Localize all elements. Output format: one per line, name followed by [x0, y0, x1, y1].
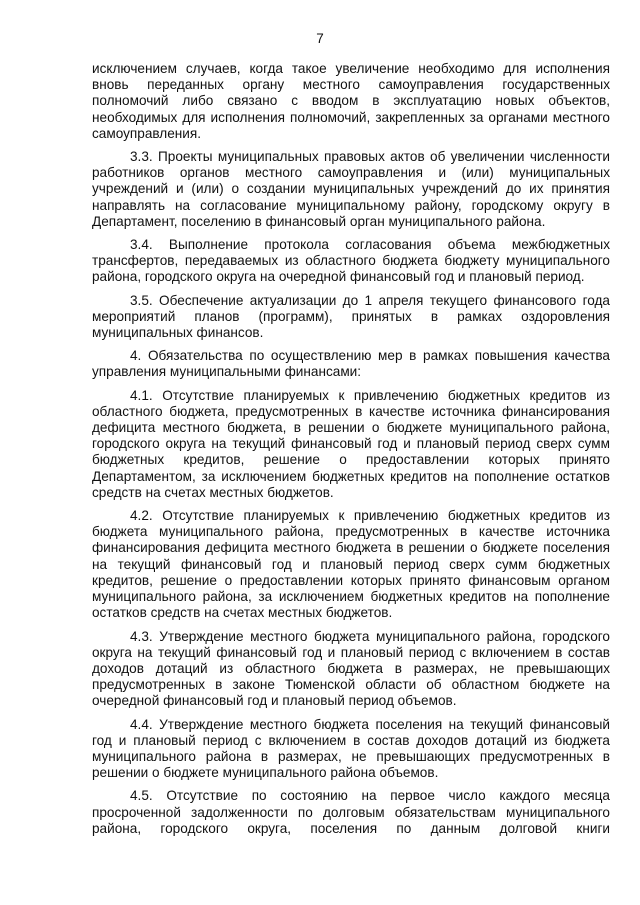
- paragraph-3-4: 3.4. Выполнение протокола согласования объема межбюджетных трансфертов, передаваемых из областного бюджета бюджету муниципального района, городского округа на очередной финансовый год и плановый период.: [92, 237, 610, 285]
- paragraph-continuation: исключением случаев, когда такое увеличение необходимо для исполнения вновь переданных органу местного самоуправления государственных полномочий либо связано с вводом в эксплуатацию новых объектов, необходимых для исполнения полномочий, закрепленных за органами местного самоуправления.: [92, 61, 610, 141]
- paragraph-3-5: 3.5. Обеспечение актуализации до 1 апреля текущего финансового года мероприятий планов (программ), принятых в рамках оздоровления муниципальных финансов.: [92, 292, 610, 341]
- paragraph-4-2: 4.2. Отсутствие планируемых к привлечению бюджетных кредитов из бюджета муниципального района, предусмотренных в качестве источника финансирования дефицита местного бюджета в решении о бюджете поселения на текущий финансовый год и плановый период сверх сумм бюджетных кредитов, решение о предоставлении которых принято финансовым органом муниципального района, за исключением бюджетных кредитов на пополнение остатков средств на счетах местных бюджетов.: [92, 508, 610, 621]
- paragraph-4-5: 4.5. Отсутствие по состоянию на первое число каждого месяца просроченной задолженности по долговым обязательствам муниципального района, городского округа, поселения по данным долговой книги: [92, 788, 610, 836]
- document-body: [92, 61, 610, 837]
- paragraph-4-3: 4.3. Утверждение местного бюджета муниципального района, городского округа на текущий финансовый год и плановый период с включением в состав доходов дотаций из областного бюджета в размерах, не превышающих предусмотренных в законе Тюменской области об областном бюджете на очередной финансовый год и плановый период объемов.: [92, 628, 610, 709]
- paragraph-4: 4. Обязательства по осуществлению мер в рамках повышения качества управления муниципальными финансами:: [92, 348, 610, 380]
- paragraph-4-1: 4.1. Отсутствие планируемых к привлечению бюджетных кредитов из областного бюджета, предусмотренных в качестве источника финансирования дефицита местного бюджета, в решении о бюджете муниципального района, городского округа на текущий финансовый год и плановый период сверх сумм бюджетных кредитов, решение о предоставлении которых принято Департаментом, за исключением бюджетных кредитов на пополнение остатков средств на счетах местных бюджетов.: [92, 387, 610, 500]
- paragraph-3-3: 3.3. Проекты муниципальных правовых актов об увеличении численности работников органов местного самоуправления и (или) муниципальных учреждений и (или) о создании муниципальных учреждений до их принятия направлять на согласование муниципальному району, городскому округу в Департамент, поселению в финансовый орган муниципального района.: [92, 149, 610, 229]
- paragraph-4-4: 4.4. Утверждение местного бюджета поселения на текущий финансовый год и плановый период с включением в состав доходов дотаций из бюджета муниципального района в размерах, не превышающих предусмотренных в решении о бюджете муниципального района объемов.: [92, 716, 610, 781]
- page-number: 7: [316, 31, 324, 46]
